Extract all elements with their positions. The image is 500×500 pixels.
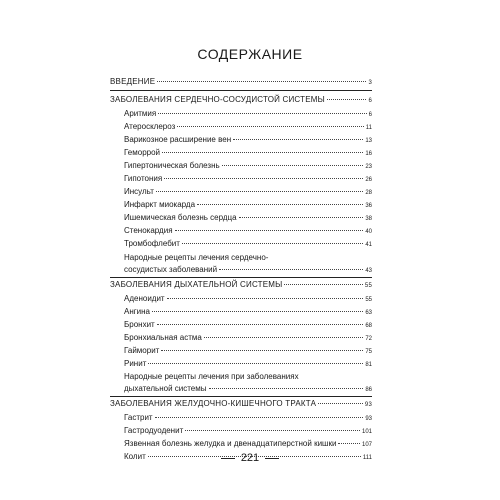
dot-leader: [152, 311, 363, 312]
toc-entry-page: 55: [365, 297, 372, 303]
dot-leader: [157, 324, 364, 325]
toc-entry-label: Геморрой: [124, 148, 161, 157]
toc-entry[interactable]: [124, 108, 372, 120]
dot-leader: [164, 178, 363, 179]
page-title: СОДЕРЖАНИЕ: [197, 46, 303, 62]
dot-leader: [175, 230, 364, 231]
toc-entry-label: Ринит: [124, 359, 147, 368]
toc-entry-label: Инфаркт миокарда: [124, 200, 196, 209]
toc-entry[interactable]: [124, 345, 372, 357]
toc-entry[interactable]: [124, 358, 372, 370]
toc-entry-label: Гастродуоденит: [124, 426, 184, 435]
toc-entry-label: Атеросклероз: [124, 122, 176, 131]
toc-entry[interactable]: [124, 412, 372, 424]
toc-entry-label: ВВЕДЕНИЕ: [110, 77, 156, 86]
section-divider: [110, 277, 372, 278]
toc-entry-page: 6: [368, 112, 372, 118]
dot-leader: [327, 99, 367, 100]
toc-entry-page: 43: [365, 268, 372, 274]
dot-leader: [185, 430, 360, 431]
toc-entry[interactable]: [124, 332, 372, 344]
toc-entry-page: 23: [365, 164, 372, 170]
toc-entry[interactable]: [124, 173, 372, 185]
toc-entry-label: Бронхит: [124, 320, 155, 329]
toc-entry-label: Гипертоническая болезнь: [124, 161, 220, 170]
toc-entry-page: 11: [365, 125, 372, 131]
toc-entry-page: 86: [365, 387, 372, 393]
toc-entry-page: 40: [365, 229, 372, 235]
toc-entry[interactable]: [124, 225, 372, 237]
section-divider: [110, 90, 372, 91]
dot-leader: [209, 388, 364, 389]
dot-leader: [318, 403, 363, 404]
dot-leader: [156, 191, 363, 192]
dot-leader: [161, 350, 363, 351]
toc-entry[interactable]: [124, 425, 372, 437]
toc-entry-label: Бронхиальная астма: [124, 333, 202, 342]
toc-entry[interactable]: [124, 199, 372, 211]
toc-section[interactable]: [110, 94, 372, 106]
toc-entry-page: 63: [365, 310, 372, 316]
toc-entry-page: 55: [364, 283, 372, 289]
toc-entry-page: 111: [362, 455, 372, 461]
toc-entry-label-line1: Народные рецепты лечения сердечно-: [124, 253, 269, 262]
dot-leader: [197, 204, 363, 205]
dot-leader: [239, 217, 364, 218]
toc-entry[interactable]: [124, 212, 372, 224]
toc-entry-label: Инсульт: [124, 187, 154, 196]
dot-leader: [155, 417, 364, 418]
toc-entry[interactable]: [124, 252, 372, 276]
toc-entry-label: Тромбофлебит: [124, 239, 180, 248]
toc-entry-label: Гайморит: [124, 346, 160, 355]
toc-section[interactable]: [110, 398, 372, 410]
toc-entry[interactable]: [124, 134, 372, 146]
section-divider: [110, 396, 372, 397]
toc-entry-page: 38: [365, 216, 372, 222]
toc-entry-page: 3: [368, 80, 372, 86]
toc-entry-label: ЗАБОЛЕВАНИЯ ДЫХАТЕЛЬНОЙ СИСТЕМЫ: [110, 280, 283, 289]
toc-entry-label: ЗАБОЛЕВАНИЯ СЕРДЕЧНО-СОСУДИСТОЙ СИСТЕМЫ: [110, 95, 325, 104]
toc-entry-label: Колит: [124, 452, 146, 461]
toc-entry-page: 13: [365, 138, 372, 144]
dot-leader: [284, 284, 362, 285]
dot-leader: [148, 363, 363, 364]
toc-entry[interactable]: [124, 306, 372, 318]
toc-entry-page: 41: [365, 242, 372, 248]
toc-entry-page: 6: [368, 98, 372, 104]
toc-entry[interactable]: [124, 319, 372, 331]
toc-section[interactable]: [110, 279, 372, 291]
dot-leader: [162, 152, 363, 153]
footer-dash-right: [265, 458, 279, 459]
toc-entry[interactable]: [124, 371, 372, 395]
dot-leader: [204, 337, 364, 338]
dot-leader: [222, 165, 364, 166]
dot-leader: [158, 113, 366, 114]
toc-entry-page: 68: [365, 323, 372, 329]
toc-entry[interactable]: [124, 186, 372, 198]
dot-leader: [167, 298, 364, 299]
toc-entry[interactable]: [124, 438, 372, 450]
toc-entry[interactable]: [110, 76, 372, 88]
toc-entry-label-line2: сосудистых заболеваний: [124, 265, 218, 274]
toc-entry-page: 107: [361, 442, 372, 448]
toc-entry-label: Аритмия: [124, 109, 157, 118]
toc-entry-label-line1: Народные рецепты лечения при заболеваниях: [124, 372, 299, 381]
toc-entry-label-line2: дыхательной системы: [124, 384, 207, 393]
toc-entry[interactable]: [124, 160, 372, 172]
dot-leader: [219, 269, 363, 270]
page-number: 221: [240, 452, 260, 464]
footer-dash-left: [221, 458, 235, 459]
dot-leader: [182, 243, 363, 244]
toc-entry-label: Ангина: [124, 307, 151, 316]
toc-entry-page: 93: [364, 402, 372, 408]
toc-entry[interactable]: [124, 238, 372, 250]
toc-entry[interactable]: [124, 121, 372, 133]
toc-entry-label: Варикозное расширение вен: [124, 135, 232, 144]
toc-entry-page: 26: [365, 177, 372, 183]
toc-entry-page: 16: [365, 151, 372, 157]
toc-entry-page: 28: [365, 190, 372, 196]
toc-entry-label: Стенокардия: [124, 226, 173, 235]
toc-entry-label: Язвенная болезнь желудка и двенадцатиперстной кишки: [124, 439, 337, 448]
toc-entry-page: 36: [365, 203, 372, 209]
toc-entry-page: 81: [365, 362, 372, 368]
toc-entry-label: Аденоидит: [124, 294, 165, 303]
page-footer: [0, 452, 500, 464]
dot-leader: [157, 81, 366, 82]
toc-entry-label: Гастрит: [124, 413, 153, 422]
toc-entry-label: ЗАБОЛЕВАНИЯ ЖЕЛУДОЧНО-КИШЕЧНОГО ТРАКТА: [110, 399, 317, 408]
dot-leader: [177, 126, 364, 127]
toc-entry-label: Гипотония: [124, 174, 163, 183]
dot-leader: [233, 139, 363, 140]
toc-entry-page: 75: [365, 349, 372, 355]
toc-entry-page: 72: [365, 336, 372, 342]
dot-leader: [338, 443, 360, 444]
toc-entry-label: Ишемическая болезнь сердца: [124, 213, 237, 222]
toc-entry-page: 93: [365, 416, 372, 422]
toc-entry[interactable]: [124, 147, 372, 159]
toc-entry[interactable]: [124, 293, 372, 305]
toc-entry-page: 101: [361, 429, 372, 435]
